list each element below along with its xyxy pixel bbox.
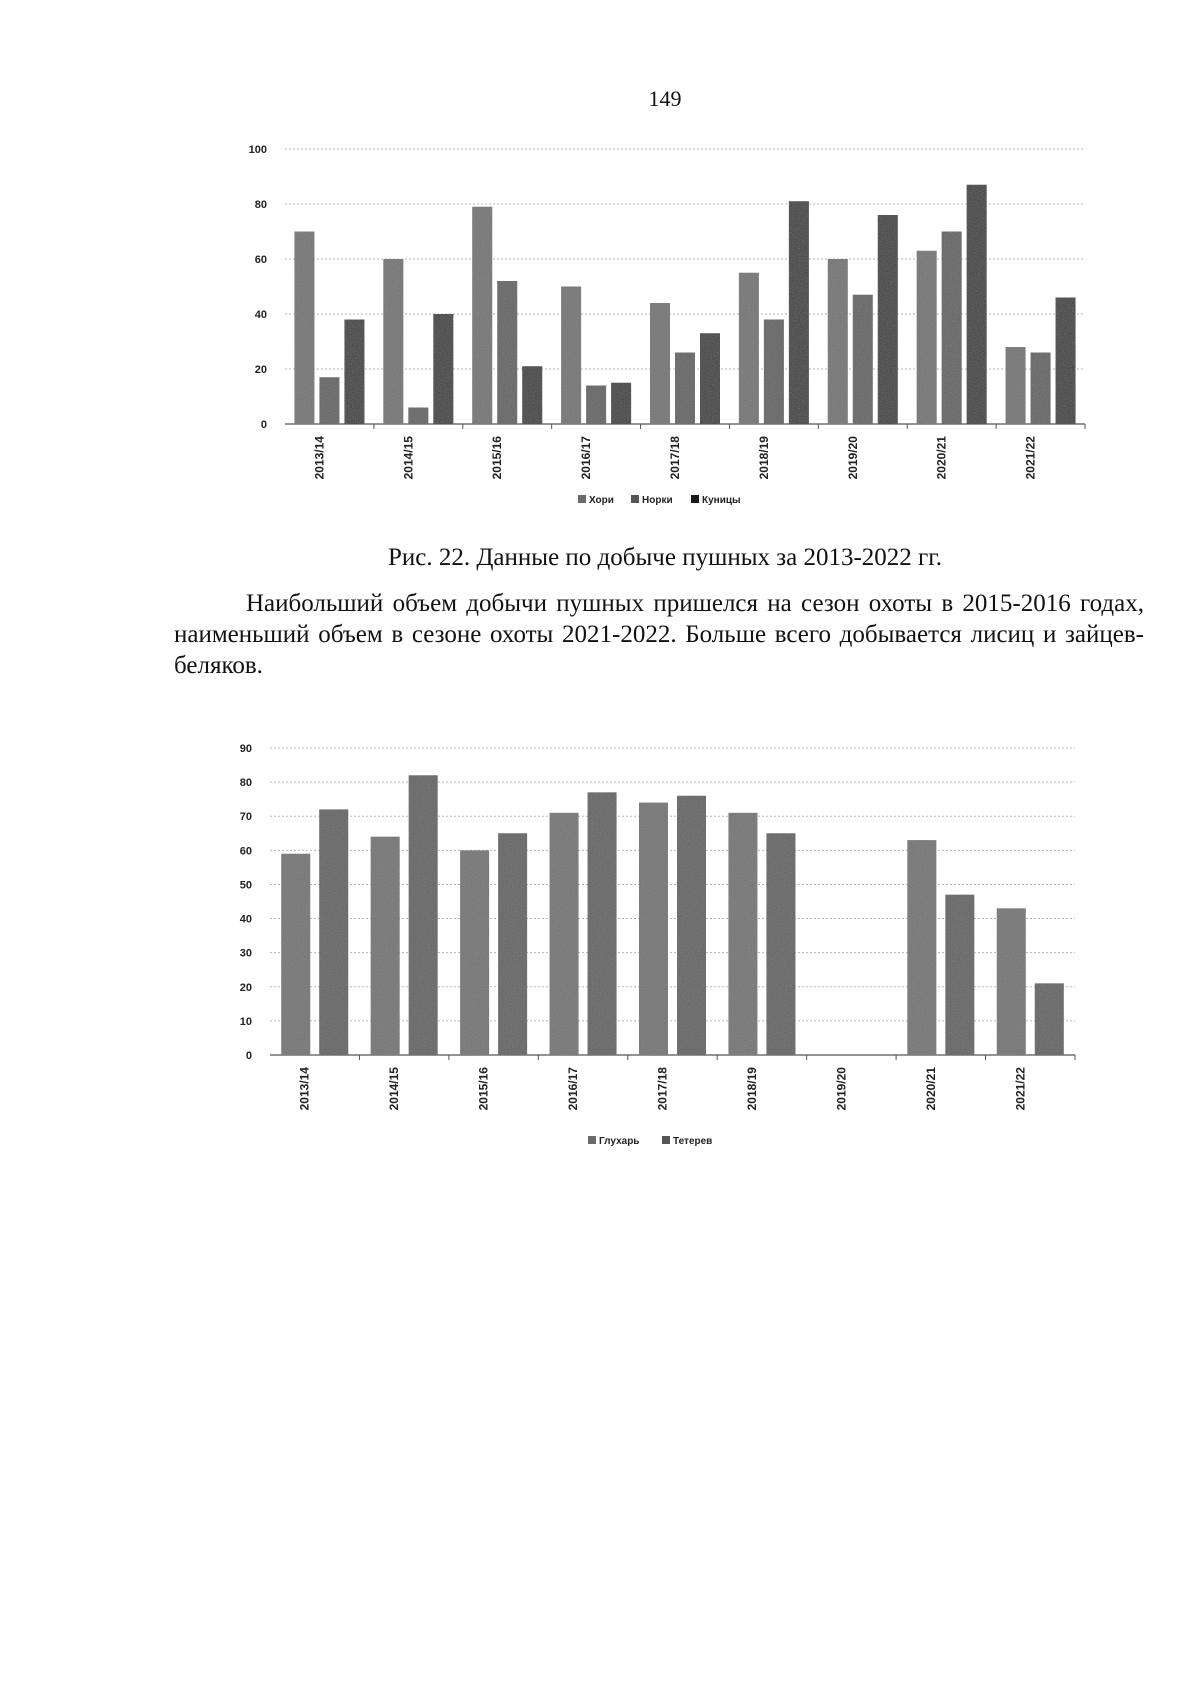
x-tick-label: 2017/18 <box>668 436 682 480</box>
y-tick-label: 10 <box>239 1015 252 1028</box>
x-tick-label: 2016/17 <box>566 1067 581 1111</box>
x-tick-label: 2013/14 <box>312 436 327 480</box>
x-tick-label: 2014/15 <box>401 436 416 480</box>
x-tick-label: 2019/20 <box>845 436 860 480</box>
y-tick-label: 40 <box>239 913 252 926</box>
y-tick-label: 20 <box>239 981 252 994</box>
bar-тетерев-2021-22 <box>1035 983 1064 1055</box>
y-tick-label: 30 <box>239 947 252 960</box>
bar-глухарь-2013-14 <box>281 854 310 1055</box>
bar-глухарь-2018-19 <box>728 813 757 1055</box>
y-tick-label: 0 <box>245 1050 252 1062</box>
bar-глухарь-2021-22 <box>997 908 1026 1055</box>
bar-тетерев-2016-17 <box>588 792 617 1055</box>
x-tick-label: 2018/19 <box>756 436 771 480</box>
x-tick-label: 2016/17 <box>579 436 594 480</box>
y-tick-label: 90 <box>239 743 252 755</box>
x-tick-label: 2020/21 <box>934 436 949 480</box>
page-number: 149 <box>648 86 682 111</box>
x-tick-label: 2015/16 <box>476 1067 491 1111</box>
legend-label: Хори <box>589 495 614 506</box>
bar-тетерев-2020-21 <box>945 895 974 1055</box>
bar-глухарь-2015-16 <box>460 850 489 1055</box>
bar-тетерев-2013-14 <box>319 809 348 1055</box>
x-tick-label: 2013/14 <box>297 1067 312 1111</box>
bar-глухарь-2016-17 <box>550 813 579 1055</box>
y-tick-label: 50 <box>239 879 252 892</box>
y-tick-label: 80 <box>239 777 252 790</box>
x-tick-label: 2021/22 <box>1023 436 1038 480</box>
legend-label: Норки <box>642 495 673 506</box>
y-tick-label: 80 <box>254 199 267 211</box>
y-tick-label: 60 <box>254 254 267 266</box>
x-tick-label: 2018/19 <box>744 1067 759 1111</box>
x-tick-label: 2021/22 <box>1013 1067 1028 1111</box>
figure-caption: Рис. 22. Данные по добыче пушных за 2013-2022 гг. <box>387 544 942 571</box>
bar-глухарь-2014-15 <box>371 837 400 1055</box>
bar-тетерев-2017-18 <box>677 796 706 1055</box>
y-tick-label: 40 <box>254 309 267 321</box>
bar-глухарь-2020-21 <box>907 840 936 1055</box>
legend-label: Куницы <box>702 495 741 506</box>
y-tick-label: 20 <box>254 364 267 376</box>
bar-тетерев-2014-15 <box>409 775 438 1055</box>
x-tick-label: 2020/21 <box>923 1067 938 1111</box>
legend-label: Глухарь <box>599 1136 640 1147</box>
bar-тетерев-2018-19 <box>766 833 795 1055</box>
x-tick-label: 2017/18 <box>655 1067 670 1111</box>
x-tick-label: 2015/16 <box>490 436 505 480</box>
x-tick-label: 2019/20 <box>834 1067 849 1111</box>
x-tick-label: 2014/15 <box>387 1067 402 1111</box>
body-paragraph: Наибольший объем добычи пушных пришелся на сезон охоты в 2015-2016 годах, наименьший объем в сезоне охоты 2021-2022. Больше всего добывается лисиц и зайцев-беляков. <box>174 590 1144 679</box>
legend-swatch <box>662 1136 670 1144</box>
y-tick-label: 60 <box>239 845 252 858</box>
y-tick-label: 0 <box>260 419 267 431</box>
y-tick-label: 70 <box>239 811 252 824</box>
bar-глухарь-2017-18 <box>639 803 668 1055</box>
legend-swatch <box>588 1136 596 1144</box>
bar-тетерев-2015-16 <box>498 833 527 1055</box>
legend-label: Тетерев <box>673 1136 713 1147</box>
y-tick-label: 100 <box>248 144 267 156</box>
